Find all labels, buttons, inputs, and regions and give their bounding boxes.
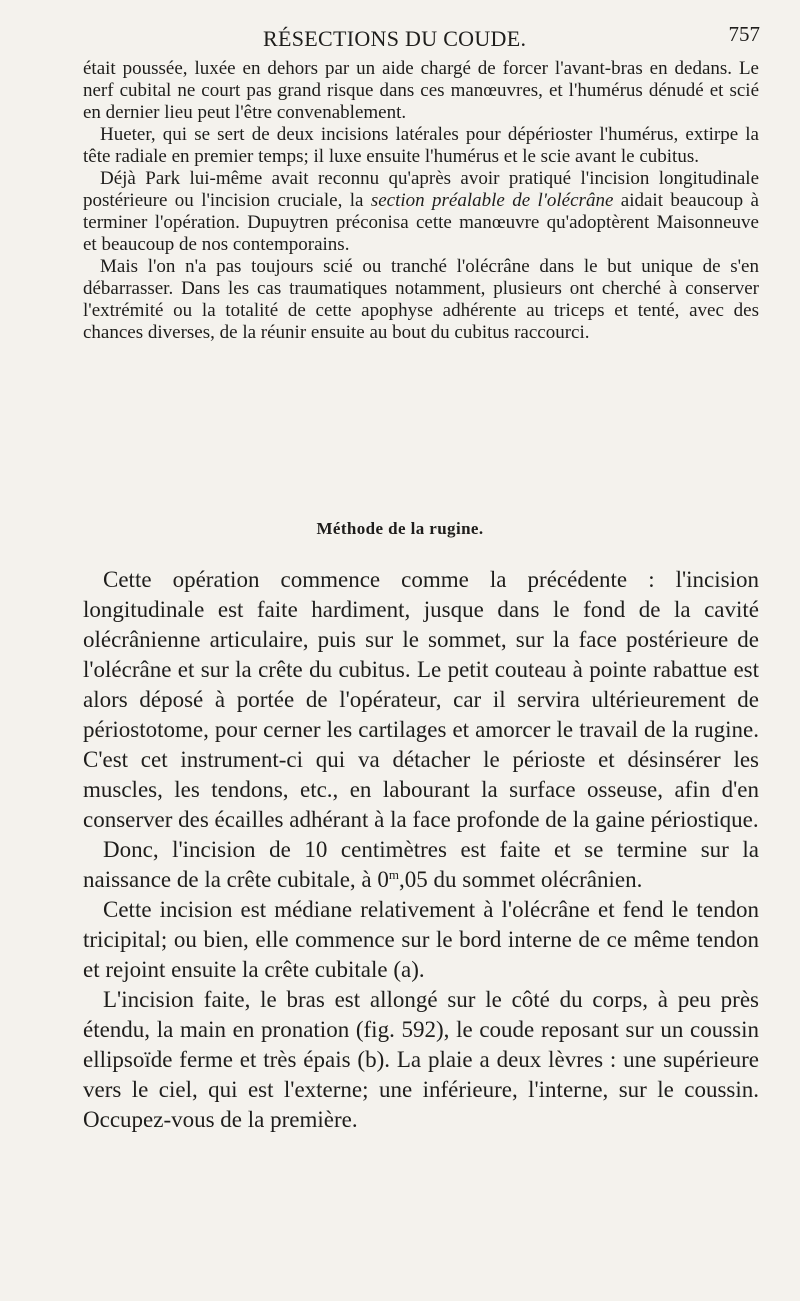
italic-phrase: section préalable de l'olécrâne [370,190,614,211]
section-heading: Méthode de la rugine. [316,519,484,538]
paragraph: était poussée, luxée en dehors par un aide chargé de forcer l'avant-bras en dedans. Le nerf cubital ne court pas grand risque dans ces manœuvres, et l'humérus dénudé et scié en dernier lieu peut l'être convenablement. [83,58,759,123]
page-header [80,22,760,52]
page-number: 757 [728,22,760,46]
paragraph-text: Donc, l'incision de 10 centimètres est faite et se termine sur la naissance de la crête cubitale, à 0 [83,837,759,892]
superscript: m [388,867,399,882]
paragraph: Cette incision est médiane relativement à l'olécrâne et fend le tendon tricipital; ou bien, elle commence sur le bord interne de ce même tendon et rejoint ensuite la crête cubitale (a). [83,897,759,982]
small-print-section [83,58,759,344]
paragraph: Mais l'on n'a pas toujours scié ou tranché l'olécrâne dans le but unique de s'en débarrasser. Dans les cas traumatiques notamment, plusieurs ont cherché à conserver l'extrémité ou la totalité de cette apophyse adhérente au triceps et tenté, avec des chances diverses, de la réunir ensuite au bout du cubitus raccourci. [83,256,759,343]
paragraph-text: aidait beaucoup à terminer l'opération. Dupuytren préconisa cette manœuvre qu'adoptèrent Maisonneuve et beaucoup de nos contemporains. [83,190,759,255]
running-head: RÉSECTIONS DU COUDE. [263,26,527,51]
paragraph-text: Déjà Park lui-même avait reconnu qu'après avoir pratiqué l'incision longitudinale postérieure ou l'incision cruciale, la [83,168,759,211]
paragraph-text: ,05 du sommet olécrânien. [399,867,643,892]
paragraph: Cette opération commence comme la précédente : l'incision longitudinale est faite hardiment, jusque dans le fond de la cavité olécrânienne articulaire, puis sur le sommet, sur la face postérieure de l'olécrâne et sur la crête du cubitus. Le petit couteau à pointe rabattue est alors déposé à portée de l'opérateur, car il servira ultérieurement de périostotome, pour cerner les cartilages et amorcer le travail de la rugine. C'est cet instrument-ci qui va détacher le périoste et désinsérer les muscles, les tendons, etc., en labourant la surface osseuse, afin d'en conserver des écailles adhérant à la face profonde de la gaine périostique. [83,567,759,832]
paragraph: Hueter, qui se sert de deux incisions latérales pour dépérioster l'humérus, extirpe la tête radiale en premier temps; il luxe ensuite l'humérus et le scie avant le cubitus. [83,124,759,167]
main-text-section [83,565,759,1135]
paragraph [83,835,759,895]
paragraph: L'incision faite, le bras est allongé sur le côté du corps, à peu près étendu, la main en pronation (fig. 592), le coude reposant sur un coussin ellipsoïde ferme et très épais (b). La plaie a deux lèvres : une supérieure vers le ciel, qui est l'externe; une inférieure, l'interne, sur le coussin. Occupez-vous de la première. [83,987,759,1132]
paragraph [83,168,759,256]
